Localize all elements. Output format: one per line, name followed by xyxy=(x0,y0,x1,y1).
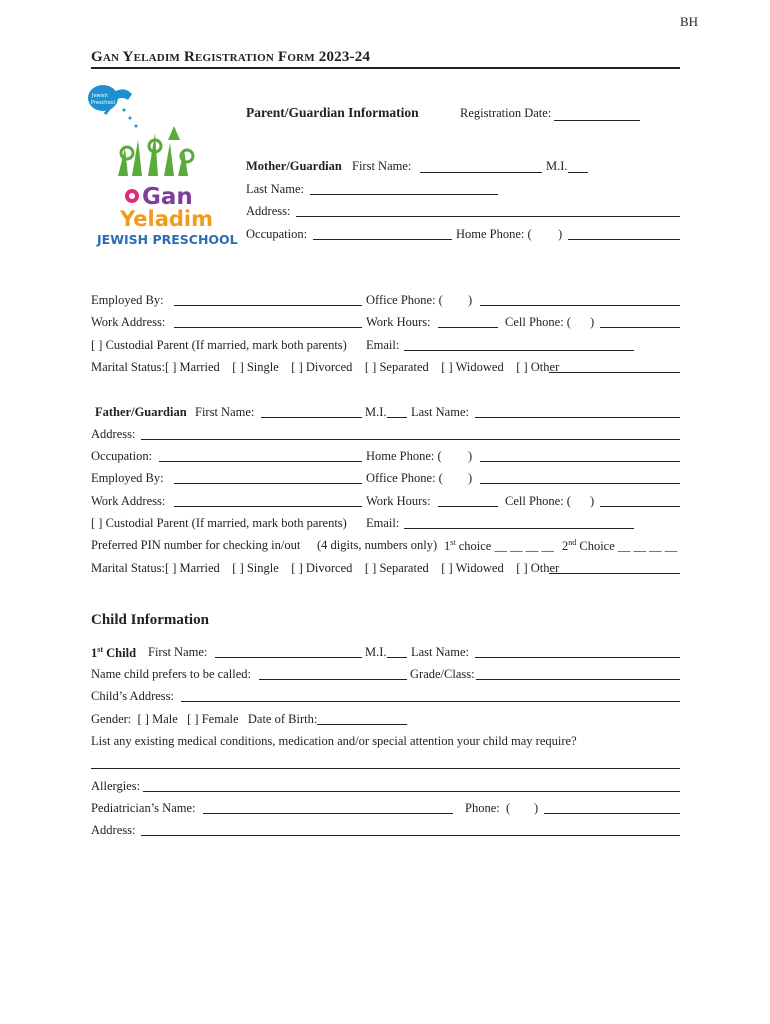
father-work-address-field[interactable] xyxy=(174,506,362,507)
father-cell-phone-close: ) xyxy=(590,494,595,508)
child-last-name-field[interactable] xyxy=(475,657,680,658)
mother-last-name-label: Last Name: xyxy=(246,182,304,196)
child-prefers-label: Name child prefers to be called: xyxy=(91,667,251,681)
school-logo xyxy=(80,78,240,248)
pin-note: (4 digits, numbers only) xyxy=(317,538,438,552)
pin-second-choice[interactable]: 2nd Choice __ __ __ __ xyxy=(562,538,678,554)
father-email-field[interactable] xyxy=(404,528,634,529)
child-grade-field[interactable] xyxy=(476,679,680,680)
child-address-field[interactable] xyxy=(181,701,680,702)
pediatrician-address-field[interactable] xyxy=(141,835,680,836)
pin-first-choice[interactable]: 1st choice __ __ __ __ xyxy=(444,538,554,554)
mother-marital-status[interactable]: Marital Status:[ ] Married [ ] Single [ ] Divorced [ ] Separated [ ] Widowed [ ] Other xyxy=(91,360,560,374)
mother-home-phone-label: Home Phone: ( xyxy=(456,227,532,241)
child-address-label: Child’s Address: xyxy=(91,689,174,703)
father-cell-phone-label: Cell Phone: ( xyxy=(505,494,571,508)
father-first-name-label: First Name: xyxy=(195,405,255,419)
mother-office-phone-close: ) xyxy=(468,293,473,307)
pediatrician-address-label: Address: xyxy=(91,823,136,837)
father-employed-by-label: Employed By: xyxy=(91,471,164,485)
father-employed-by-field[interactable] xyxy=(174,483,362,484)
mother-custodial-checkbox[interactable]: [ ] Custodial Parent (If married, mark both parents) xyxy=(91,338,347,352)
mother-office-phone-field[interactable] xyxy=(480,305,680,306)
father-address-field[interactable] xyxy=(141,439,680,440)
mother-last-name-field[interactable] xyxy=(310,194,498,195)
father-mi-field[interactable] xyxy=(387,417,407,418)
pediatrician-phone-field[interactable] xyxy=(544,813,680,814)
child-grade-label: Grade/Class: xyxy=(410,667,475,681)
mother-occupation-label: Occupation: xyxy=(246,227,308,241)
pediatrician-phone-label: Phone: ( xyxy=(465,801,511,815)
pediatrician-phone-close: ) xyxy=(534,801,539,815)
mother-cell-phone-field[interactable] xyxy=(600,327,680,328)
father-occupation-label: Occupation: xyxy=(91,449,153,463)
father-home-phone-label: Home Phone: ( xyxy=(366,449,442,463)
father-mi-label: M.I. xyxy=(365,405,387,419)
father-office-phone-label: Office Phone: ( xyxy=(366,471,443,485)
logo-line2: Yeladim xyxy=(120,207,214,231)
mother-office-phone-label: Office Phone: ( xyxy=(366,293,443,307)
child-last-name-label: Last Name: xyxy=(411,645,469,659)
mother-work-hours-label: Work Hours: xyxy=(366,315,431,329)
father-work-hours-field[interactable] xyxy=(438,506,498,507)
father-last-name-label: Last Name: xyxy=(411,405,469,419)
mother-email-field[interactable] xyxy=(404,350,634,351)
father-marital-other-field[interactable] xyxy=(549,573,680,574)
medical-question: List any existing medical conditions, medication and/or special attention your child may require? xyxy=(91,734,577,748)
father-heading: Father/Guardian xyxy=(95,405,187,419)
child-mi-label: M.I. xyxy=(365,645,387,659)
mother-marital-other-field[interactable] xyxy=(549,372,680,373)
mother-employed-by-label: Employed By: xyxy=(91,293,164,307)
father-work-address-label: Work Address: xyxy=(91,494,166,508)
child-section-heading: Child Information xyxy=(91,612,209,628)
child-first-name-label: First Name: xyxy=(148,645,208,659)
pediatrician-label: Pediatrician’s Name: xyxy=(91,801,196,815)
father-first-name-field[interactable] xyxy=(261,417,362,418)
father-home-phone-close: ) xyxy=(468,449,473,463)
title-rule xyxy=(91,67,680,69)
logo-line3: JEWISH PRESCHOOL xyxy=(97,232,238,247)
mother-email-label: Email: xyxy=(366,338,400,352)
allergies-label: Allergies: xyxy=(91,779,141,793)
mother-work-hours-field[interactable] xyxy=(438,327,498,328)
father-office-phone-field[interactable] xyxy=(480,483,680,484)
child-first-name-field[interactable] xyxy=(215,657,362,658)
mother-home-phone-close: ) xyxy=(558,227,563,241)
mother-heading: Mother/Guardian xyxy=(246,159,342,173)
child-prefers-field[interactable] xyxy=(259,679,407,680)
mother-cell-phone-label: Cell Phone: ( xyxy=(505,315,571,329)
form-title: Gan Yeladim Registration Form 2023-24 xyxy=(91,49,371,65)
medical-field[interactable] xyxy=(91,768,680,769)
registration-date-field[interactable] xyxy=(554,120,640,121)
mother-occupation-field[interactable] xyxy=(313,239,452,240)
mother-mi-label: M.I. xyxy=(546,159,568,173)
mother-address-label: Address: xyxy=(246,204,291,218)
father-work-hours-label: Work Hours: xyxy=(366,494,431,508)
pediatrician-field[interactable] xyxy=(203,813,453,814)
registration-date-label: Registration Date: xyxy=(460,106,552,120)
allergies-field[interactable] xyxy=(143,791,680,792)
parent-section-heading: Parent/Guardian Information xyxy=(246,105,419,120)
mother-work-address-field[interactable] xyxy=(174,327,362,328)
mother-first-name-label: First Name: xyxy=(352,159,412,173)
mother-home-phone-field[interactable] xyxy=(568,239,680,240)
father-cell-phone-field[interactable] xyxy=(600,506,680,507)
mother-work-address-label: Work Address: xyxy=(91,315,166,329)
father-office-phone-close: ) xyxy=(468,471,473,485)
father-occupation-field[interactable] xyxy=(159,461,362,462)
first-child-heading: 1st Child xyxy=(91,645,137,661)
father-custodial-checkbox[interactable]: [ ] Custodial Parent (If married, mark both parents) xyxy=(91,516,347,530)
father-marital-status[interactable]: Marital Status:[ ] Married [ ] Single [ ] Divorced [ ] Separated [ ] Widowed [ ] Other xyxy=(91,561,560,575)
father-address-label: Address: xyxy=(91,427,136,441)
mother-first-name-field[interactable] xyxy=(420,172,542,173)
child-dob-field[interactable] xyxy=(317,724,407,725)
mother-employed-by-field[interactable] xyxy=(174,305,362,306)
father-last-name-field[interactable] xyxy=(475,417,680,418)
corner-initials: BH xyxy=(680,14,699,29)
father-email-label: Email: xyxy=(366,516,400,530)
pin-label: Preferred PIN number for checking in/out xyxy=(91,538,301,552)
svg-text:Jewish: Jewish xyxy=(92,93,108,99)
svg-text:Preschool: Preschool xyxy=(91,100,115,106)
mother-address-field[interactable] xyxy=(296,216,680,217)
child-gender-dob[interactable]: Gender: [ ] Male [ ] Female Date of Birth: xyxy=(91,712,318,726)
mother-cell-phone-close: ) xyxy=(590,315,595,329)
logo-line1: Gan xyxy=(142,184,193,210)
father-home-phone-field[interactable] xyxy=(480,461,680,462)
child-mi-field[interactable] xyxy=(387,657,407,658)
mother-mi-field[interactable] xyxy=(568,172,588,173)
